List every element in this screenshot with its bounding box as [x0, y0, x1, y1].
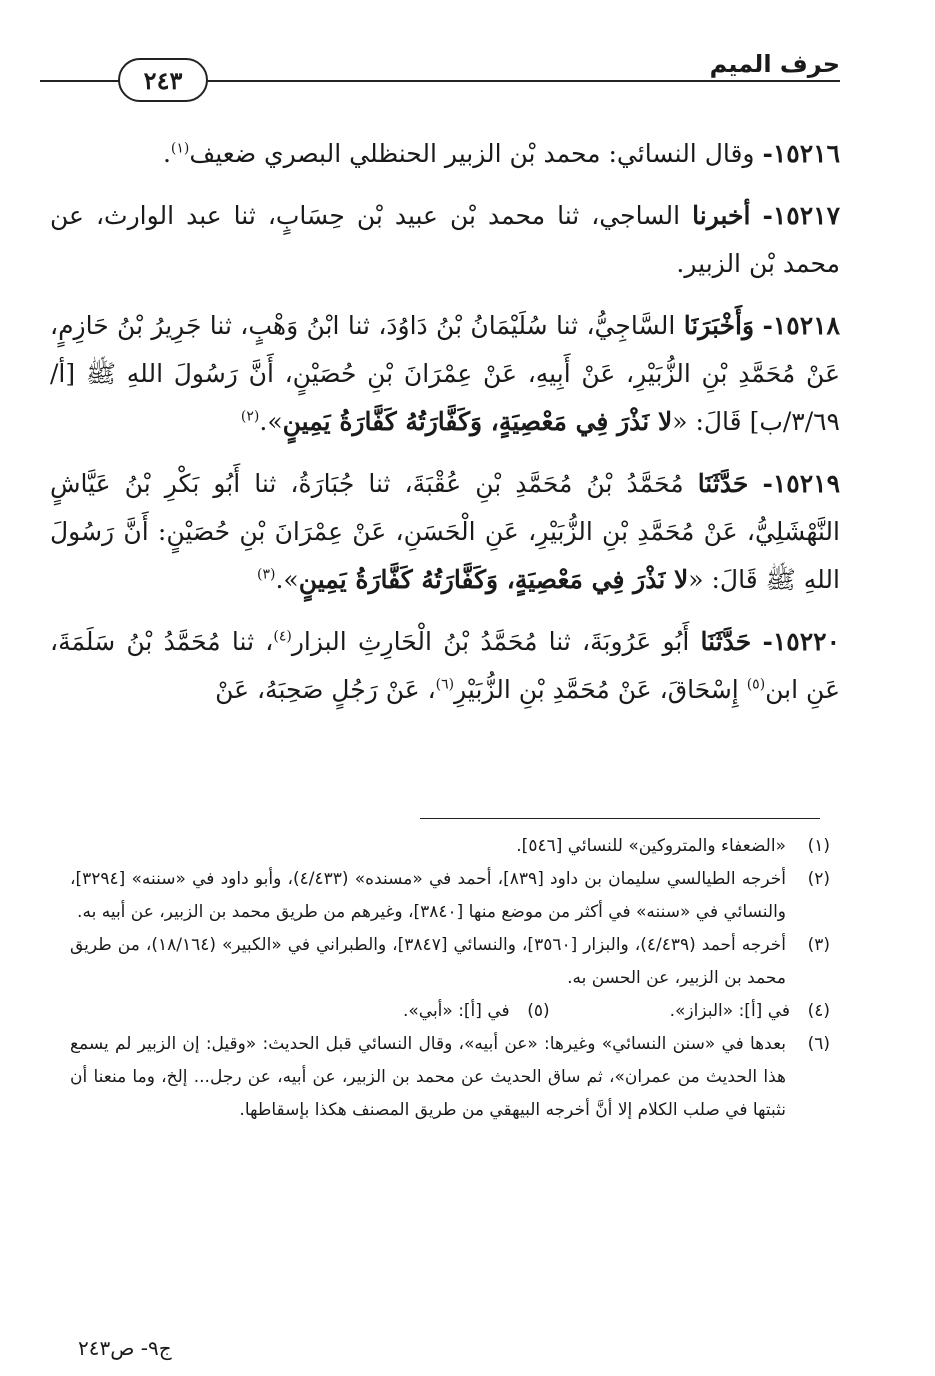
- footnote-text: أخرجه الطيالسي سليمان بن داود [٨٣٩]، أحمد في «مسنده» (٤/٤٣٣)، وأبو داود في «سننه» [٣٢٩٤]، والنسائي في «سننه» في أكثر من موضع منها [٣٨٤٠]، وغيرهم من طريق محمد بن الزبير، عن أبيه به.: [70, 869, 786, 922]
- footnote-text: أخرجه أحمد (٤/٤٣٩)، والبزار [٣٥٦٠]، والنسائي [٣٨٤٧]، والطبراني في «الكبير» (١٨/١٦٤)، من طريق محمد بن الزبير، عن الحسن به.: [70, 935, 786, 988]
- footnote-number: (٥): [527, 1001, 550, 1021]
- entry-number: ١٥٢٢٠-: [762, 627, 840, 656]
- footnote-6: [70, 1028, 830, 1127]
- entry-number: ١٥٢١٨-: [762, 311, 840, 340]
- page-number-badge: [118, 58, 208, 102]
- footnote-text: بعدها في «سنن النسائي» وغيرها: «عن أبيه»، وقال النسائي قبل الحديث: «وقيل: إن الزبير لم يسمع هذا الحديث من عمران»، ثم ساق الحديث عن محمد بن الزبير، عن أبيه، عن رجل... إلخ، وما منعنا أن نثبتها في صلب الكلام إلا أنَّ أخرجه البيهقي من طريق المصنف هكذا بإسقاطها.: [70, 1034, 786, 1120]
- footnote-number: (٢): [807, 869, 830, 889]
- entry-text: إِسْحَاقَ، عَنْ مُحَمَّدِ بْنِ الزُّبَيْرِ: [454, 675, 747, 704]
- hadith-quote: لا نَذْرَ فِي مَعْصِيَةٍ، وَكَفَّارَتُهُ كَفَّارَةُ يَمِينٍ: [282, 407, 673, 436]
- footnote-ref: (٣): [256, 566, 276, 583]
- entry-tail: ».: [275, 565, 299, 594]
- footnote-text: «الضعفاء والمتروكين» للنسائي [٥٤٦].: [516, 836, 786, 856]
- page-footer: ج٩- ص٢٤٣: [78, 1336, 172, 1360]
- entry-15219: [50, 460, 840, 604]
- page-number: ٢٤٣: [143, 65, 183, 95]
- entry-text: ، ثنا مُحَمَّدُ بْنُ سَلَمَةَ، عَنِ ابن: [50, 627, 840, 704]
- footnote-1: [70, 830, 830, 863]
- footnote-number: (٤): [807, 1001, 830, 1021]
- entry-text: السَّاجِيُّ، ثنا سُلَيْمَانُ بْنُ دَاوُدَ، ثنا ابْنُ وَهْبٍ، ثنا جَرِيرُ بْنُ حَازِمٍ، عَنْ مُحَمَّدِ بْنِ الزُّبَيْرِ، عَنْ أَبِيهِ، عَنْ عِمْرَانَ بْنِ حُصَيْنٍ، أَنَّ رَسُولَ اللهِ ﷺ [أ/٣/٦٩/ب] قَالَ: «: [50, 311, 840, 436]
- entry-text: أَبُو عَرُوبَةَ، ثنا مُحَمَّدُ بْنُ الْحَارِثِ البزار: [291, 627, 690, 656]
- entry-15217: [50, 192, 840, 288]
- footnote-ref: (٥): [746, 676, 766, 693]
- footnote-2: [70, 863, 830, 929]
- entry-text: مُحَمَّدُ بْنُ مُحَمَّدِ بْنِ عُقْبَةَ، ثنا جُبَارَةُ، ثنا أَبُو بَكْرِ بْنُ عَيَّاشٍ النَّهْشَلِيُّ، عَنْ مُحَمَّدِ بْنِ الزُّبَيْرِ، عَنِ الْحَسَنِ، عَنْ عِمْرَانَ بْنِ حُصَيْنٍ: أَنَّ رَسُولَ اللهِ ﷺ قَالَ: «: [50, 469, 840, 594]
- footnote-5: [403, 995, 550, 1028]
- entry-lead: وَأَخْبَرَنَا: [683, 311, 755, 340]
- entry-15216: [50, 130, 840, 178]
- entry-text: ، عَنْ رَجُلٍ صَحِبَهُ، عَنْ: [215, 675, 436, 704]
- page-header: [40, 44, 840, 116]
- footnotes: [70, 830, 830, 1127]
- footnote-number: (٣): [807, 935, 830, 955]
- hadith-quote: لا نَذْرَ فِي مَعْصِيَةٍ، وَكَفَّارَتُهُ كَفَّارَةُ يَمِينٍ: [298, 565, 689, 594]
- entry-15218: [50, 302, 840, 446]
- main-text: [50, 130, 840, 728]
- running-title: حرف الميم: [709, 50, 840, 78]
- footnote-ref: (١): [170, 140, 190, 157]
- footnote-ref: (٤): [273, 628, 292, 645]
- entry-number: ١٥٢١٦-: [762, 139, 840, 168]
- entry-number: ١٥٢١٧-: [762, 201, 841, 230]
- footnote-number: (١): [807, 836, 830, 856]
- footnote-ref: (٢): [240, 408, 260, 425]
- entry-15220: [50, 618, 840, 714]
- entry-lead: حَدَّثَنَا: [697, 469, 749, 498]
- footnote-ref: (٦): [435, 676, 455, 693]
- entry-number: ١٥٢١٩-: [762, 469, 840, 498]
- entry-text: وقال النسائي: محمد بْن الزبير الحنظلي البصري ضعيف: [189, 139, 755, 168]
- footnote-4: [670, 995, 830, 1028]
- footnote-text: في [أ]: «أبي».: [402, 1001, 510, 1021]
- entry-tail: .: [162, 139, 171, 168]
- footnote-divider: [420, 818, 820, 819]
- footnotes-4-5: [70, 995, 830, 1028]
- entry-lead: أخبرنا: [692, 201, 751, 230]
- entry-lead: حَدَّثَنَا: [700, 627, 752, 656]
- footnote-number: (٦): [807, 1034, 830, 1054]
- footnote-3: [70, 929, 830, 995]
- entry-tail: ».: [259, 407, 283, 436]
- footnote-text: في [أ]: «البزاز».: [669, 1001, 790, 1021]
- entry-text: الساجي، ثنا محمد بْن عبيد بْن حِسَابٍ، ثنا عبد الوارث، عن محمد بْن الزبير.: [50, 201, 840, 278]
